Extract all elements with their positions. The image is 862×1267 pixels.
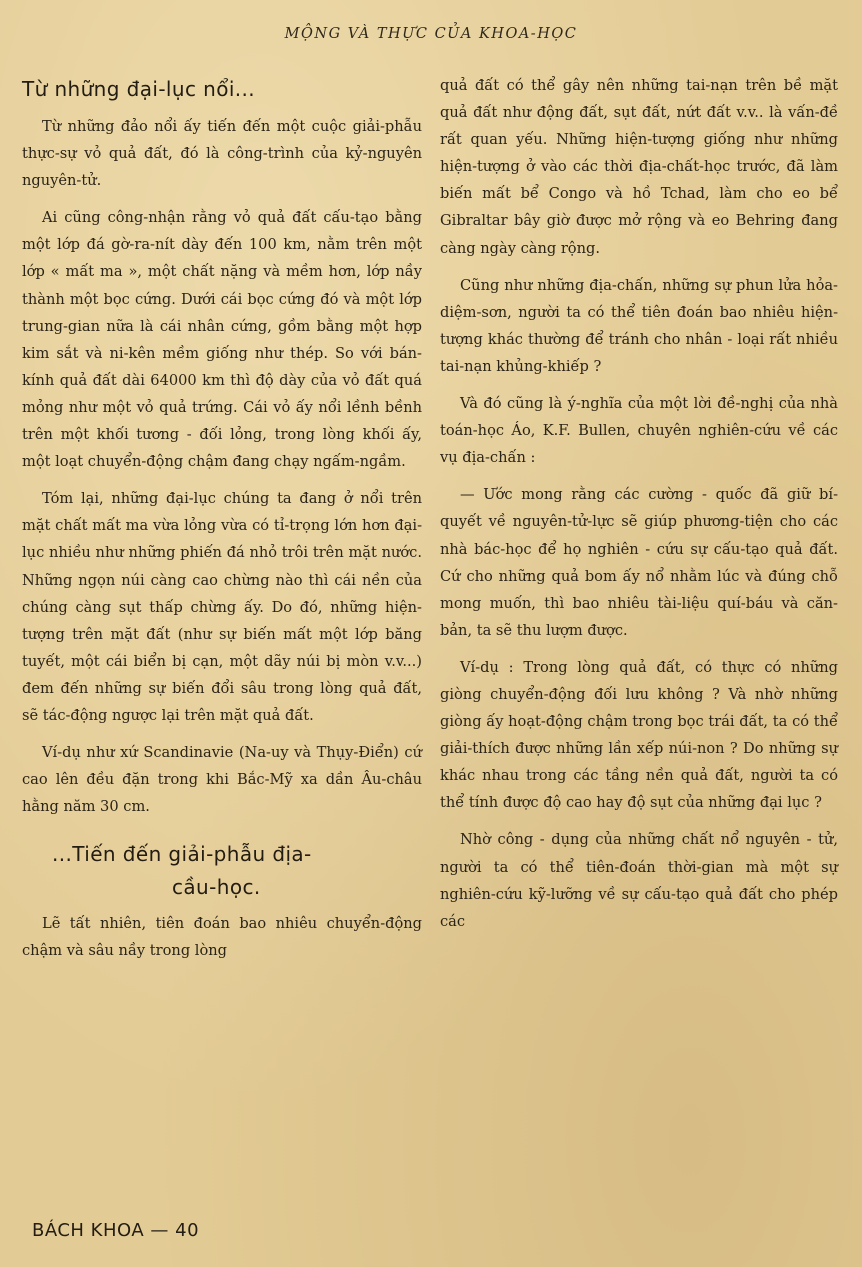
section-heading-2-line2: cầu-học.	[172, 875, 261, 900]
paragraph: Nhờ công - dụng của những chất nổ nguyên - tử, người ta có thể tiên-đoán thời-gian mà một sự nghiên-cứu kỹ-lưỡng về sự cấu-tạo quả đất cho phép các	[440, 831, 838, 930]
page-footer: BÁCH KHOA — 40	[32, 1220, 200, 1241]
paragraph: Ví-dụ như xứ Scandinavie (Na-uy và Thụy-Điển) cứ cao lên đều đặn trong khi Bắc-Mỹ xa dần Âu-châu hằng năm 30 cm.	[22, 744, 422, 816]
quote-paragraph: — Ước mong rằng các cường - quốc đã giữ bí-quyết về nguyên-tử-lực sẽ giúp phương-tiện cho các nhà bác-học để họ nghiên - cứu sự cấu-tạo quả đất. Cứ cho những quả bom ấy nổ nhằm lúc và đúng chỗ mong muốn, thì bao nhiêu tài-liệu quí-báu và căn-bản, ta sẽ thu lượm được.	[440, 486, 838, 639]
paragraph: Và đó cũng là ý-nghĩa của một lời đề-nghị của nhà toán-học Áo, K.F. Bullen, chuyên nghiên-cứu về các vụ địa-chấn :	[440, 395, 838, 467]
paragraph: Tóm lại, những đại-lục chúng ta đang ở nổi trên mặt chất mất ma vừa lỏng vừa có tỉ-trọng lớn hơn đại-lục nhiều như những phiến đá nhỏ trôi trên mặt nước. Những ngọn núi càng cao chừng nào thì cái nền của chúng càng sụt thấp chừng ấy. Do đó, những hiện-tượng trên mặt đất (như sự biến mất một lớp băng tuyết, một cái biển bị cạn, một dãy núi bị mòn v.v...) đem đến những sự biến đổi sâu trong lòng quả đất, sẽ tác-động ngược lại trên mặt quả đất.	[22, 490, 422, 724]
paragraph: Ví-dụ : Trong lòng quả đất, có thực có những giòng chuyển-động đối lưu không ? Và nhờ những giòng ấy hoạt-động chậm trong bọc trái đất, ta có thể giải-thích được những lần xếp núi-non ? Do những sự khác nhau trong các tầng nền quả đất, người ta có thể tính được độ cao hay độ sụt của những đại lục ?	[440, 658, 838, 812]
section-heading-2	[52, 838, 422, 904]
paragraph: Ai cũng công-nhận rằng vỏ quả đất cấu-tạo bằng một lớp đá gờ-ra-nít dày đến 100 km, nằm trên một lớp « mất ma », một chất nặng và mềm hơn, lớp nầy thành một bọc cứng. Dưới cái bọc cứng đó và một lớp trung-gian nữa là cái nhân cứng, gồm bằng một hợp kim sắt và ni-kên mềm giống như thép. So với bán-kính quả đất dài 64000 km thì độ dày của vỏ đất quá mỏng như một vỏ quả trứng. Cái vỏ ấy nổi lềnh bềnh trên một khối tương - đối lỏng, trong lòng khối ấy, một loạt chuyển-động chậm đang chạy ngấm-ngầm.	[22, 209, 422, 471]
paragraph: quả đất có thể gây nên những tai-nạn trên bề mặt quả đất như động đất, sụt đất, nứt đất v.v.. là vấn-đề rất quan yếu. Những hiện-tượng giống như những hiện-tượng ở vào các thời địa-chất-học trước, đã làm biến mất bể Congo và hồ Tchad, làm cho eo bể Gibraltar bây giờ được mở rộng và eo Behring đang càng ngày càng rộng.	[440, 77, 838, 257]
left-column	[22, 72, 422, 975]
right-column	[440, 72, 838, 945]
paragraph: Từ những đảo nổi ấy tiến đến một cuộc giải-phẫu thực-sự vỏ quả đất, đó là công-trình của kỷ-nguyên nguyên-tử.	[22, 118, 422, 190]
section-heading-2-line1: ...Tiến đến giải-phẫu địa-	[52, 842, 312, 867]
paragraph: Cũng như những địa-chấn, những sự phun lửa hỏa-diệm-sơn, người ta có thể tiên đoán bao nhiêu hiện-tượng khác thường để tránh cho nhân - loại rất nhiều tai-nạn khủng-khiếp ?	[440, 276, 838, 375]
section-heading-1: Từ những đại-lục nổi...	[22, 77, 256, 101]
running-head: MỘNG VÀ THỰC CỦA KHOA-HỌC	[284, 26, 578, 42]
paragraph: Lẽ tất nhiên, tiên đoán bao nhiêu chuyển-động chậm và sâu nầy trong lòng	[22, 915, 422, 960]
